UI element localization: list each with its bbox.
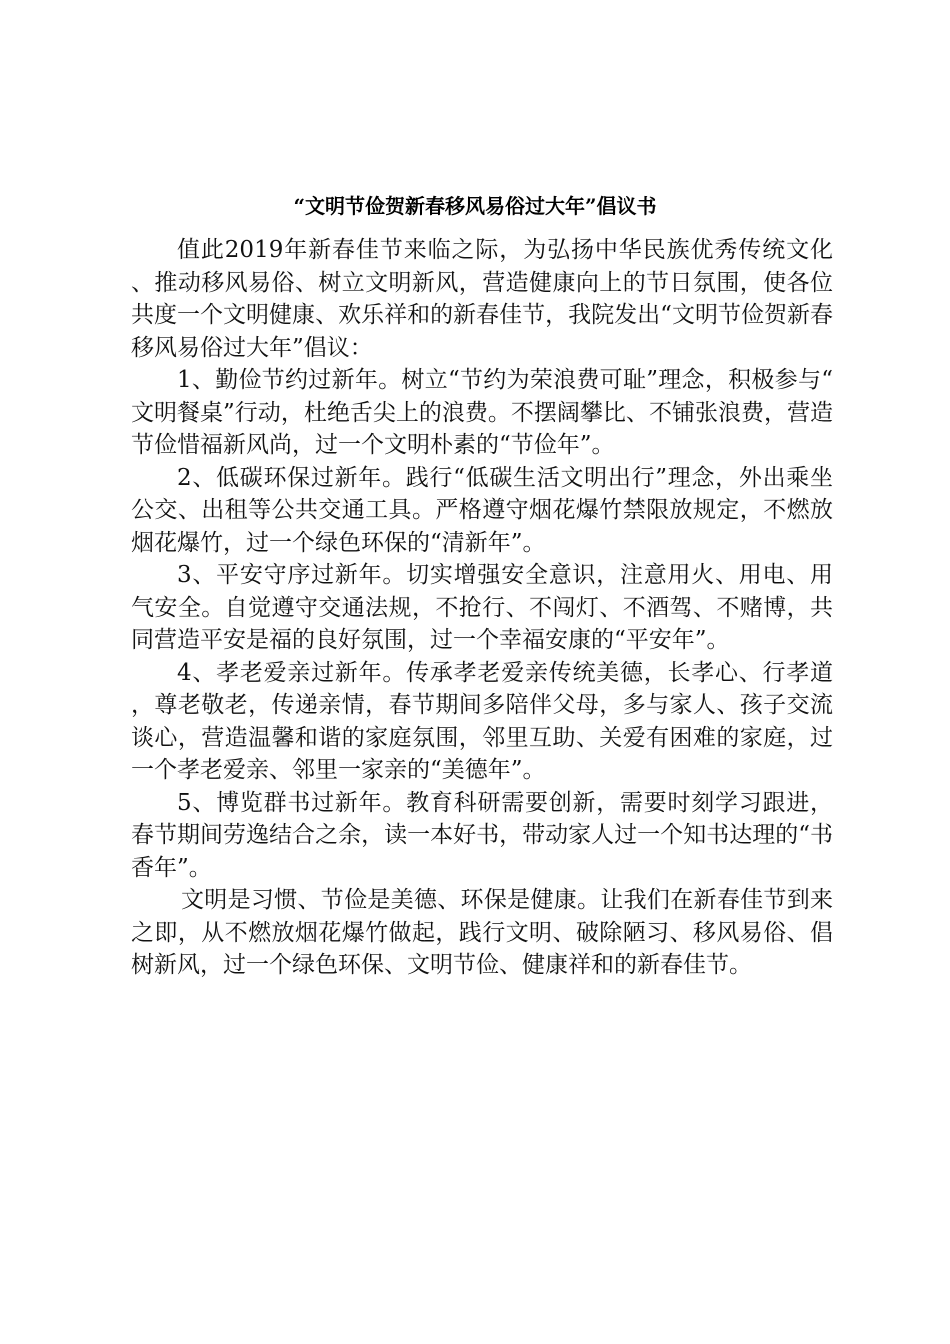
item-paragraph-1: 1、勤俭节约过新年。树立“节约为荣浪费可耻”理念，积极参与“文明餐桌”行动，杜绝舌尖上的浪费。不摆阔攀比、不铺张浪费，营造节俭惜福新风尚，过一个文明朴素的“节俭年”。 xyxy=(131,367,833,458)
item-paragraph-5: 5、博览群书过新年。教育科研需要创新，需要时刻学习跟进，春节期间劳逸结合之余，读一本好书，带动家人过一个知书达理的“书香年”。 xyxy=(131,789,833,881)
document-title: “文明节俭贺新春移风易俗过大年”倡议书 xyxy=(293,194,657,218)
item-paragraph-2: 2、低碳环保过新年。践行“低碳生活文明出行”理念，外出乘坐公交、出租等公共交通工具。严格遵守烟花爆竹禁限放规定，不燃放烟花爆竹，过一个绿色环保的“清新年”。 xyxy=(131,464,833,556)
document-body xyxy=(131,234,833,982)
item-paragraph-3: 3、平安守序过新年。切实增强安全意识，注意用火、用电、用气安全。自觉遵守交通法规，不抢行、不闯灯、不酒驾、不赌博，共同营造平安是福的良好氛围，过一个幸福安康的“平安年”。 xyxy=(131,562,833,653)
intro-paragraph: 值此2019年新春佳节来临之际，为弘扬中华民族优秀传统文化、推动移风易俗、树立文明新风，营造健康向上的节日氛围，使各位共度一个文明健康、欢乐祥和的新春佳节，我院发出“文明节俭贺新春移风易俗过大年”倡议： xyxy=(131,237,833,361)
closing-paragraph: 文明是习惯、节俭是美德、环保是健康。让我们在新春佳节到来之即，从不燃放烟花爆竹做起，践行文明、破除陋习、移风易俗、倡树新风，过一个绿色环保、文明节俭、健康祥和的新春佳节。 xyxy=(131,887,833,978)
item-paragraph-4: 4、孝老爱亲过新年。传承孝老爱亲传统美德，长孝心、行孝道，尊老敬老，传递亲情，春节期间多陪伴父母，多与家人、孩子交流谈心，营造温馨和谐的家庭氛围，邻里互助、关爱有困难的家庭，过一个孝老爱亲、邻里一家亲的“美德年”。 xyxy=(131,659,833,783)
